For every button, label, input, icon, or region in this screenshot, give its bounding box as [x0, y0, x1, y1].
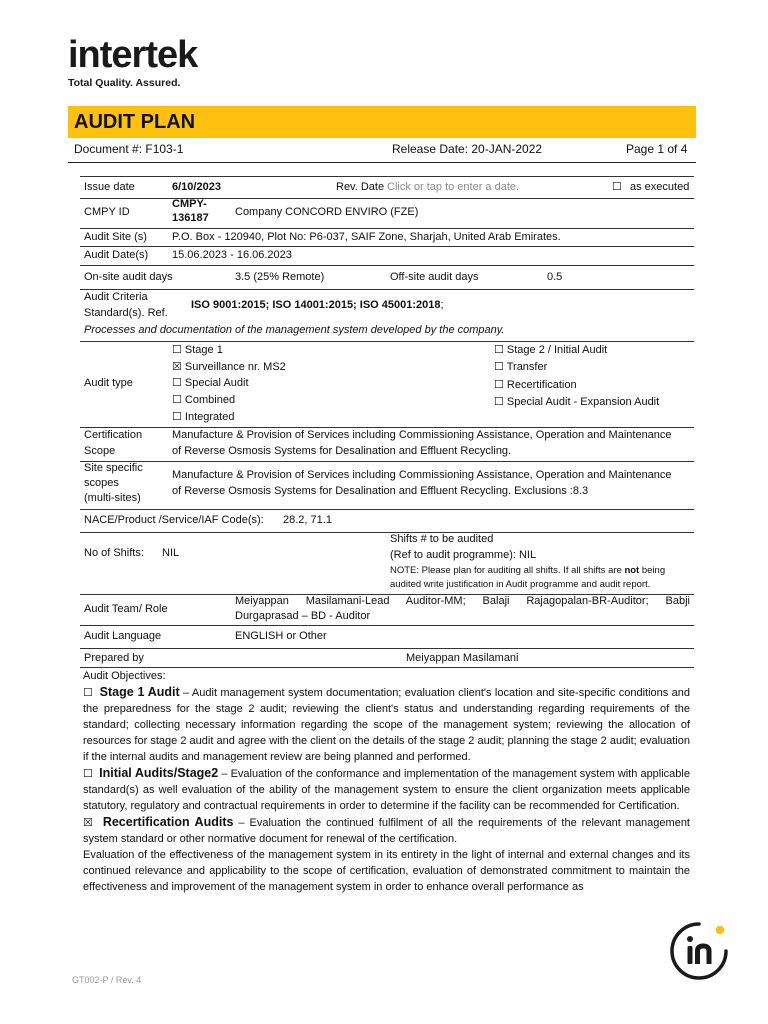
audit-criteria-row	[80, 289, 694, 342]
audit-days-row	[80, 265, 694, 290]
criteria-label-line1: Audit Criteria	[84, 291, 148, 303]
stage1-text: – Audit management system documentation; evaluation client's location and site-specific conditions and the preparedness for the stage 2 audit; reviewing the client's status and understanding regarding requirements of the standard; collecting necessary information regarding the scope of the management system; reviewing the allocation of resources for stage 2 audit and agree with the client on the details of the stage 2 audit; planning the stage 2 audit; evaluation if the internal audits and management review are being planned and performed.	[83, 687, 690, 763]
audit-type-label: Audit type	[84, 377, 133, 389]
logo-wordmark: intertek	[68, 34, 198, 76]
site-scope-line2: of Reverse Osmosis Systems for Desalination and Effluent Recycling. Exclusions :8.3	[172, 485, 589, 497]
objectives-tail: Evaluation of the effectiveness of the management system in its entirety in the light of internal and external changes and its continued relevance and applicability to the scope of certification, evaluation of demonstrated commitment to maintain the effectiveness and improvement of the management system in order to enhance overall performance as	[83, 849, 690, 893]
initial-text: – Evaluation of the conformance and implementation of the management system with applicable standard(s) as well evaluation of the ability of the management system to ensure the client organization meets applicable statutory, regulatory and contractual requirements in order to determine if the facility can be recommended for Certification.	[83, 768, 690, 812]
onsite-days-value: 3.5 (25% Remote)	[235, 271, 325, 283]
site-scope-row	[80, 461, 694, 510]
audit-type-row	[80, 341, 694, 428]
audit-dates-label: Audit Date(s)	[84, 249, 149, 261]
onsite-days-label: On-site audit days	[84, 271, 173, 283]
initial-title: Initial Audits/Stage2	[99, 766, 219, 780]
recert-checkbox[interactable]: ☒	[83, 817, 93, 829]
offsite-days-value: 0.5	[547, 271, 563, 283]
intertek-badge-icon	[668, 920, 730, 982]
prepared-by-label: Prepared by	[84, 652, 144, 664]
criteria-note: Processes and documentation of the management system developed by the company.	[84, 324, 505, 336]
cert-scope-label-line1: Certification	[84, 429, 143, 441]
audit-type-transfer[interactable]: ☐ Transfer	[494, 361, 548, 373]
shifts-label: No of Shifts:	[84, 547, 144, 559]
shifts-value: NIL	[162, 547, 180, 559]
offsite-days-label: Off-site audit days	[390, 271, 479, 283]
stage1-checkbox[interactable]: ☐	[83, 687, 93, 699]
audit-objectives	[83, 668, 690, 895]
audit-team-line1: Meiyappan Masilamani-Lead Auditor-MM; Balaji Rajagopalan-BR-Auditor; Babji	[235, 595, 690, 607]
as-executed-label: as executed	[630, 181, 690, 193]
release-date: Release Date: 20-JAN-2022	[392, 142, 543, 156]
criteria-standards: ISO 9001:2015; ISO 14001:2015; ISO 45001:2018;	[191, 299, 444, 311]
audit-dates-value: 15.06.2023 - 16.06.2023	[172, 249, 292, 261]
recert-title: Recertification Audits	[102, 815, 234, 829]
cert-scope-label-line2: Scope	[84, 445, 116, 457]
audit-language-value: ENGLISH or Other	[235, 630, 327, 642]
document-number: Document #: F103-1	[74, 142, 184, 156]
site-scope-label-line2: scopes	[84, 477, 119, 489]
site-scope-label-line3: (multi-sites)	[84, 492, 141, 504]
recert-objective	[83, 814, 690, 847]
shifts-row	[80, 532, 694, 595]
audit-site-value: P.O. Box - 120940, Plot No: P6-037, SAIF Zone, Sharjah, United Arab Emirates.	[172, 231, 561, 243]
logo-tagline: Total Quality. Assured.	[68, 77, 181, 89]
audit-dates-row	[80, 246, 694, 266]
cmpy-label: CMPY ID	[84, 206, 130, 218]
nace-value: 28.2, 71.1	[283, 514, 332, 526]
stage1-objective	[83, 684, 690, 765]
issue-date-value: 6/10/2023	[172, 181, 221, 193]
shifts-ref-programme: (Ref to audit programme): NIL	[390, 549, 537, 561]
audit-type-special[interactable]: ☐ Special Audit	[172, 377, 249, 389]
audit-type-stage1[interactable]: ☐ Stage 1	[172, 344, 223, 356]
audit-site-row	[80, 228, 694, 247]
cmpy-id-line2: 136187	[172, 212, 209, 224]
issue-date-row	[80, 176, 694, 199]
objectives-heading: Audit Objectives:	[83, 670, 166, 682]
certification-scope-row	[80, 427, 694, 462]
rev-date-label: Rev. Date	[336, 181, 385, 193]
shifts-note-line2: audited write justification in Audit programme and audit report.	[390, 579, 651, 590]
page-number: Page 1 of 4	[626, 142, 688, 156]
audit-type-integrated[interactable]: ☐ Integrated	[172, 411, 235, 423]
cert-scope-line2: of Reverse Osmosis Systems for Desalination and Effluent Recycling.	[172, 445, 512, 457]
audit-type-stage2[interactable]: ☐ Stage 2 / Initial Audit	[494, 344, 608, 356]
company-name: Company CONCORD ENVIRO (FZE)	[235, 206, 419, 218]
as-executed-checkbox[interactable]: ☐	[612, 181, 622, 193]
title-banner	[68, 106, 696, 138]
criteria-label-line2: Standard(s). Ref.	[84, 307, 168, 319]
site-scope-line1: Manufacture & Provision of Services including Commissioning Assistance, Operation and Maintenance	[172, 469, 672, 481]
audit-site-label: Audit Site (s)	[84, 231, 147, 243]
cmpy-id-line1: CMPY-	[172, 198, 207, 210]
prepared-by-row	[80, 648, 694, 668]
footer-code: GT002-P / Rev. 4	[72, 975, 142, 985]
audit-team-row	[80, 594, 694, 626]
audit-language-row	[80, 625, 694, 649]
cert-scope-line1: Manufacture & Provision of Services including Commissioning Assistance, Operation and Maintenance	[172, 429, 672, 441]
prepared-by-value: Meiyappan Masilamani	[406, 652, 519, 664]
cmpy-row	[80, 197, 694, 229]
nace-row	[80, 509, 694, 533]
recert-text: – Evaluation the continued fulfilment of all the requirements of the relevant management system standard or other normative document for renewal of the certification.	[83, 817, 690, 845]
intertek-logo	[68, 36, 197, 89]
audit-team-line2: Durgaprasad – BD - Auditor	[235, 610, 371, 622]
audit-type-combined[interactable]: ☐ Combined	[172, 394, 236, 406]
rev-date-field[interactable]: Click or tap to enter a date.	[387, 181, 520, 193]
audit-language-label: Audit Language	[84, 630, 162, 642]
document-info-line	[68, 138, 696, 163]
shifts-to-audit: Shifts # to be audited	[390, 533, 494, 545]
stage1-title: Stage 1 Audit	[99, 685, 180, 699]
issue-date-label: Issue date	[84, 181, 135, 193]
audit-type-expansion[interactable]: ☐ Special Audit - Expansion Audit	[494, 396, 660, 408]
nace-label: NACE/Product /Service/IAF Code(s):	[84, 514, 264, 526]
audit-type-recertification[interactable]: ☐ Recertification	[494, 379, 577, 391]
audit-team-label: Audit Team/ Role	[84, 603, 168, 615]
initial-objective	[83, 765, 690, 814]
shifts-note-line1: NOTE: Please plan for auditing all shifts. If all shifts are not being	[390, 565, 666, 576]
audit-type-surveillance[interactable]: ☒ Surveillance nr. MS2	[172, 361, 286, 373]
site-scope-label-line1: Site specific	[84, 462, 143, 474]
page-title: AUDIT PLAN	[74, 111, 196, 133]
initial-checkbox[interactable]: ☐	[83, 768, 93, 780]
